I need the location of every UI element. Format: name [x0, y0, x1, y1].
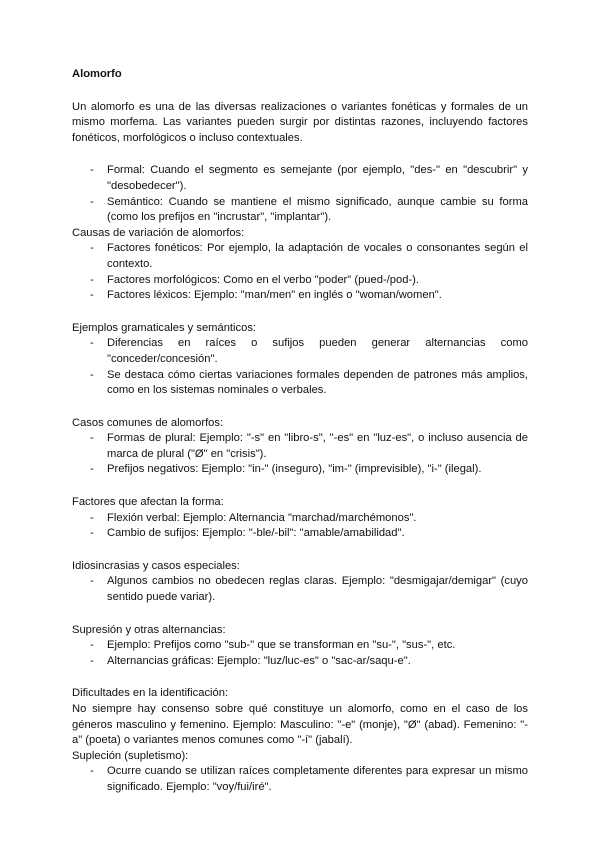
list-item: [72, 163, 528, 194]
list-item: [72, 195, 528, 226]
list-item: [72, 638, 528, 654]
list-item-text: Factores fonéticos: Por ejemplo, la adaptación de vocales o consonantes según el contexto.: [107, 242, 528, 270]
section-heading: Dificultades en la identificación:: [72, 687, 229, 700]
list-item: [72, 288, 528, 304]
list-item: [72, 368, 528, 399]
section-casos: [72, 416, 528, 478]
section-heading: Casos comunes de alomorfos:: [72, 416, 224, 429]
intro-paragraph: Un alomorfo es una de las diversas realizaciones o variantes fonéticas y formales de un mismo morfema. Las variantes pueden surgir por distintas razones, incluyendo factores fonéticos, morfológicos o incluso contextuales.: [72, 100, 528, 144]
list-item-text: Ocurre cuando se utilizan raíces completamente diferentes para expresar un mismo significado. Ejemplo: "voy/fui/iré".: [107, 765, 528, 793]
list-item: [72, 462, 528, 478]
section-list: [72, 638, 528, 669]
dash-bullet: -: [90, 639, 94, 652]
list-item: [72, 654, 528, 670]
list-item-text: Factores morfológicos: Como en el verbo "poder" (pued-/pod-).: [107, 273, 420, 286]
dash-bullet: -: [90, 289, 94, 302]
section-list: [72, 574, 528, 605]
list-item: [72, 574, 528, 605]
dash-bullet: -: [90, 511, 94, 524]
list-item: [72, 431, 528, 462]
dash-bullet: -: [90, 242, 94, 255]
section-dificultades: [72, 686, 528, 795]
dash-bullet: -: [90, 337, 94, 350]
list-item-text: Se destaca cómo ciertas variaciones formales dependen de patrones más amplios, como en los sistemas nominales o verbales.: [107, 368, 528, 397]
dash-bullet: -: [90, 654, 94, 667]
list-item: [72, 273, 528, 289]
dash-bullet: -: [90, 463, 94, 476]
list-item: [72, 526, 528, 542]
list-item-text: Ejemplo: Prefijos como "sub-" que se transforman en "su-", "sus-", etc.: [107, 639, 456, 652]
document-page: [72, 67, 528, 796]
section-ejemplos: [72, 321, 528, 399]
list-item-text: Diferencias en raíces o sufijos pueden generar alternancias como "conceder/concesión".: [107, 337, 528, 365]
section-causas: [72, 226, 528, 304]
section-list: [72, 764, 528, 795]
list-item-text: Formas de plural: Ejemplo: "-s" en "libro-s", "-es" en "luz-es", o incluso ausencia de marca de plural ("Ø" en "crisis").: [107, 432, 528, 460]
dash-bullet: -: [90, 195, 94, 208]
section-heading: Idiosincrasias y casos especiales:: [72, 559, 240, 572]
section-heading: Supresión y otras alternancias:: [72, 623, 226, 636]
difficulties-paragraph: No siempre hay consenso sobre qué constituye un alomorfo, como en el caso de los géneros masculino y femenino. Ejemplo: Masculino: "-e" (monje), "Ø" (abad). Femenino: "-a" (poeta) o variantes menos comunes como "-í" (jabalí).: [72, 703, 528, 747]
section-list: [72, 241, 528, 303]
dash-bullet: -: [90, 273, 94, 286]
list-item-text: Alternancias gráficas: Ejemplo: "luz/luc-es" o "sac-ar/saqu-e".: [107, 654, 411, 667]
dash-bullet: -: [90, 575, 94, 588]
list-item-text: Flexión verbal: Ejemplo: Alternancia "marchad/marchémonos".: [107, 511, 417, 524]
dash-bullet: -: [90, 368, 94, 381]
section-heading: Ejemplos gramaticales y semánticos:: [72, 321, 257, 334]
section-heading: Causas de variación de alomorfos:: [72, 226, 245, 239]
list-item-text: Formal: Cuando el segmento es semejante (por ejemplo, "des-" en "descubrir" y "desobedecer").: [107, 164, 528, 192]
list-item: [72, 241, 528, 272]
list-item: [72, 511, 528, 527]
section-idiosincrasias: [72, 559, 528, 606]
list-item-text: Prefijos negativos: Ejemplo: "in-" (inseguro), "im-" (imprevisible), "i-" (ilegal).: [107, 463, 482, 476]
list-item: [72, 336, 528, 367]
section-heading: Factores que afectan la forma:: [72, 496, 224, 509]
dash-bullet: -: [90, 432, 94, 445]
suppletion-heading: Supleción (supletismo):: [72, 749, 189, 762]
dash-bullet: -: [90, 765, 94, 778]
section-factores: [72, 495, 528, 542]
dash-bullet: -: [90, 164, 94, 177]
section-list: [72, 336, 528, 398]
list-item: [72, 764, 528, 795]
list-item-text: Cambio de sufijos: Ejemplo: "-ble/-bil": "amable/amabilidad".: [107, 527, 405, 540]
list-item-text: Factores léxicos: Ejemplo: "man/men" en inglés o "woman/women".: [107, 289, 442, 302]
section-supresion: [72, 623, 528, 670]
document-title: Alomorfo: [72, 68, 122, 80]
section-list: [72, 511, 528, 542]
dash-bullet: -: [90, 527, 94, 540]
list-item-text: Semántico: Cuando se mantiene el mismo significado, aunque cambie su forma (como los prefijos en "incrustar", "implantar").: [107, 195, 528, 224]
list-item-text: Algunos cambios no obedecen reglas claras. Ejemplo: "desmigajar/demigar" (cuyo sentido puede variar).: [107, 575, 528, 604]
section-list: [72, 431, 528, 478]
types-list: [72, 163, 528, 225]
